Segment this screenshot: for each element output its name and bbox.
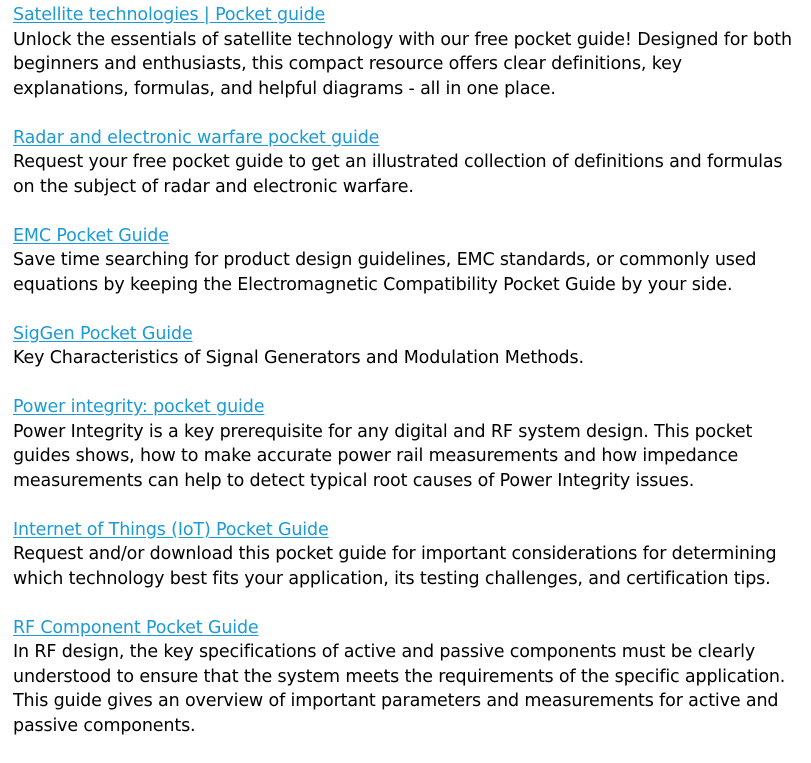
guide-link-rf-component[interactable]: RF Component Pocket Guide [13, 617, 259, 638]
guide-description-rf-component: In RF design, the key specifications of active and passive components must be clearly understood to ensure that the system meets the requirements of the specific application. This guide gives an overview of important parameters and measurements for active and passive components. [13, 642, 786, 736]
guide-item-emc [13, 224, 798, 298]
pocket-guide-list [13, 3, 798, 763]
guide-link-power-integrity[interactable]: Power integrity: pocket guide [13, 397, 265, 417]
guide-item-siggen [13, 322, 798, 371]
guide-description-radar: Request your free pocket guide to get an illustrated collection of definitions and formulas on the subject of radar and electronic warfare. [13, 152, 783, 197]
guide-item-iot [13, 518, 798, 592]
guide-item-radar [13, 126, 798, 200]
guide-description-siggen: Key Characteristics of Signal Generators and Modulation Methods. [13, 348, 584, 368]
guide-description-power-integrity: Power Integrity is a key prerequisite for any digital and RF system design. This pocket guides shows, how to make accurate power rail measurements and how impedance measurements can help to detect typical root causes of Power Integrity issues. [13, 421, 753, 491]
guide-item-power-integrity [13, 395, 798, 493]
guide-item-rf-component [13, 616, 798, 739]
guide-description-iot: Request and/or download this pocket guide for important considerations for determining which technology best fits your application, its testing challenges, and certification tips. [13, 544, 777, 589]
guide-description-emc: Save time searching for product design guidelines, EMC standards, or commonly used equations by keeping the Electromagnetic Compatibility Pocket Guide by your side. [13, 250, 757, 295]
guide-link-siggen[interactable]: SigGen Pocket Guide [13, 323, 193, 344]
guide-link-radar[interactable]: Radar and electronic warfare pocket guide [13, 127, 380, 148]
guide-description-satellite: Unlock the essentials of satellite technology with our free pocket guide! Designed for both beginners and enthusiasts, this compact resource offers clear definitions, key explanations, formulas, and helpful diagrams - all in one place. [13, 29, 792, 99]
guide-link-emc[interactable]: EMC Pocket Guide [13, 225, 169, 246]
guide-link-iot[interactable]: Internet of Things (IoT) Pocket Guide [13, 519, 329, 540]
guide-item-satellite [13, 3, 798, 101]
guide-link-satellite[interactable]: Satellite technologies | Pocket guide [13, 5, 326, 25]
